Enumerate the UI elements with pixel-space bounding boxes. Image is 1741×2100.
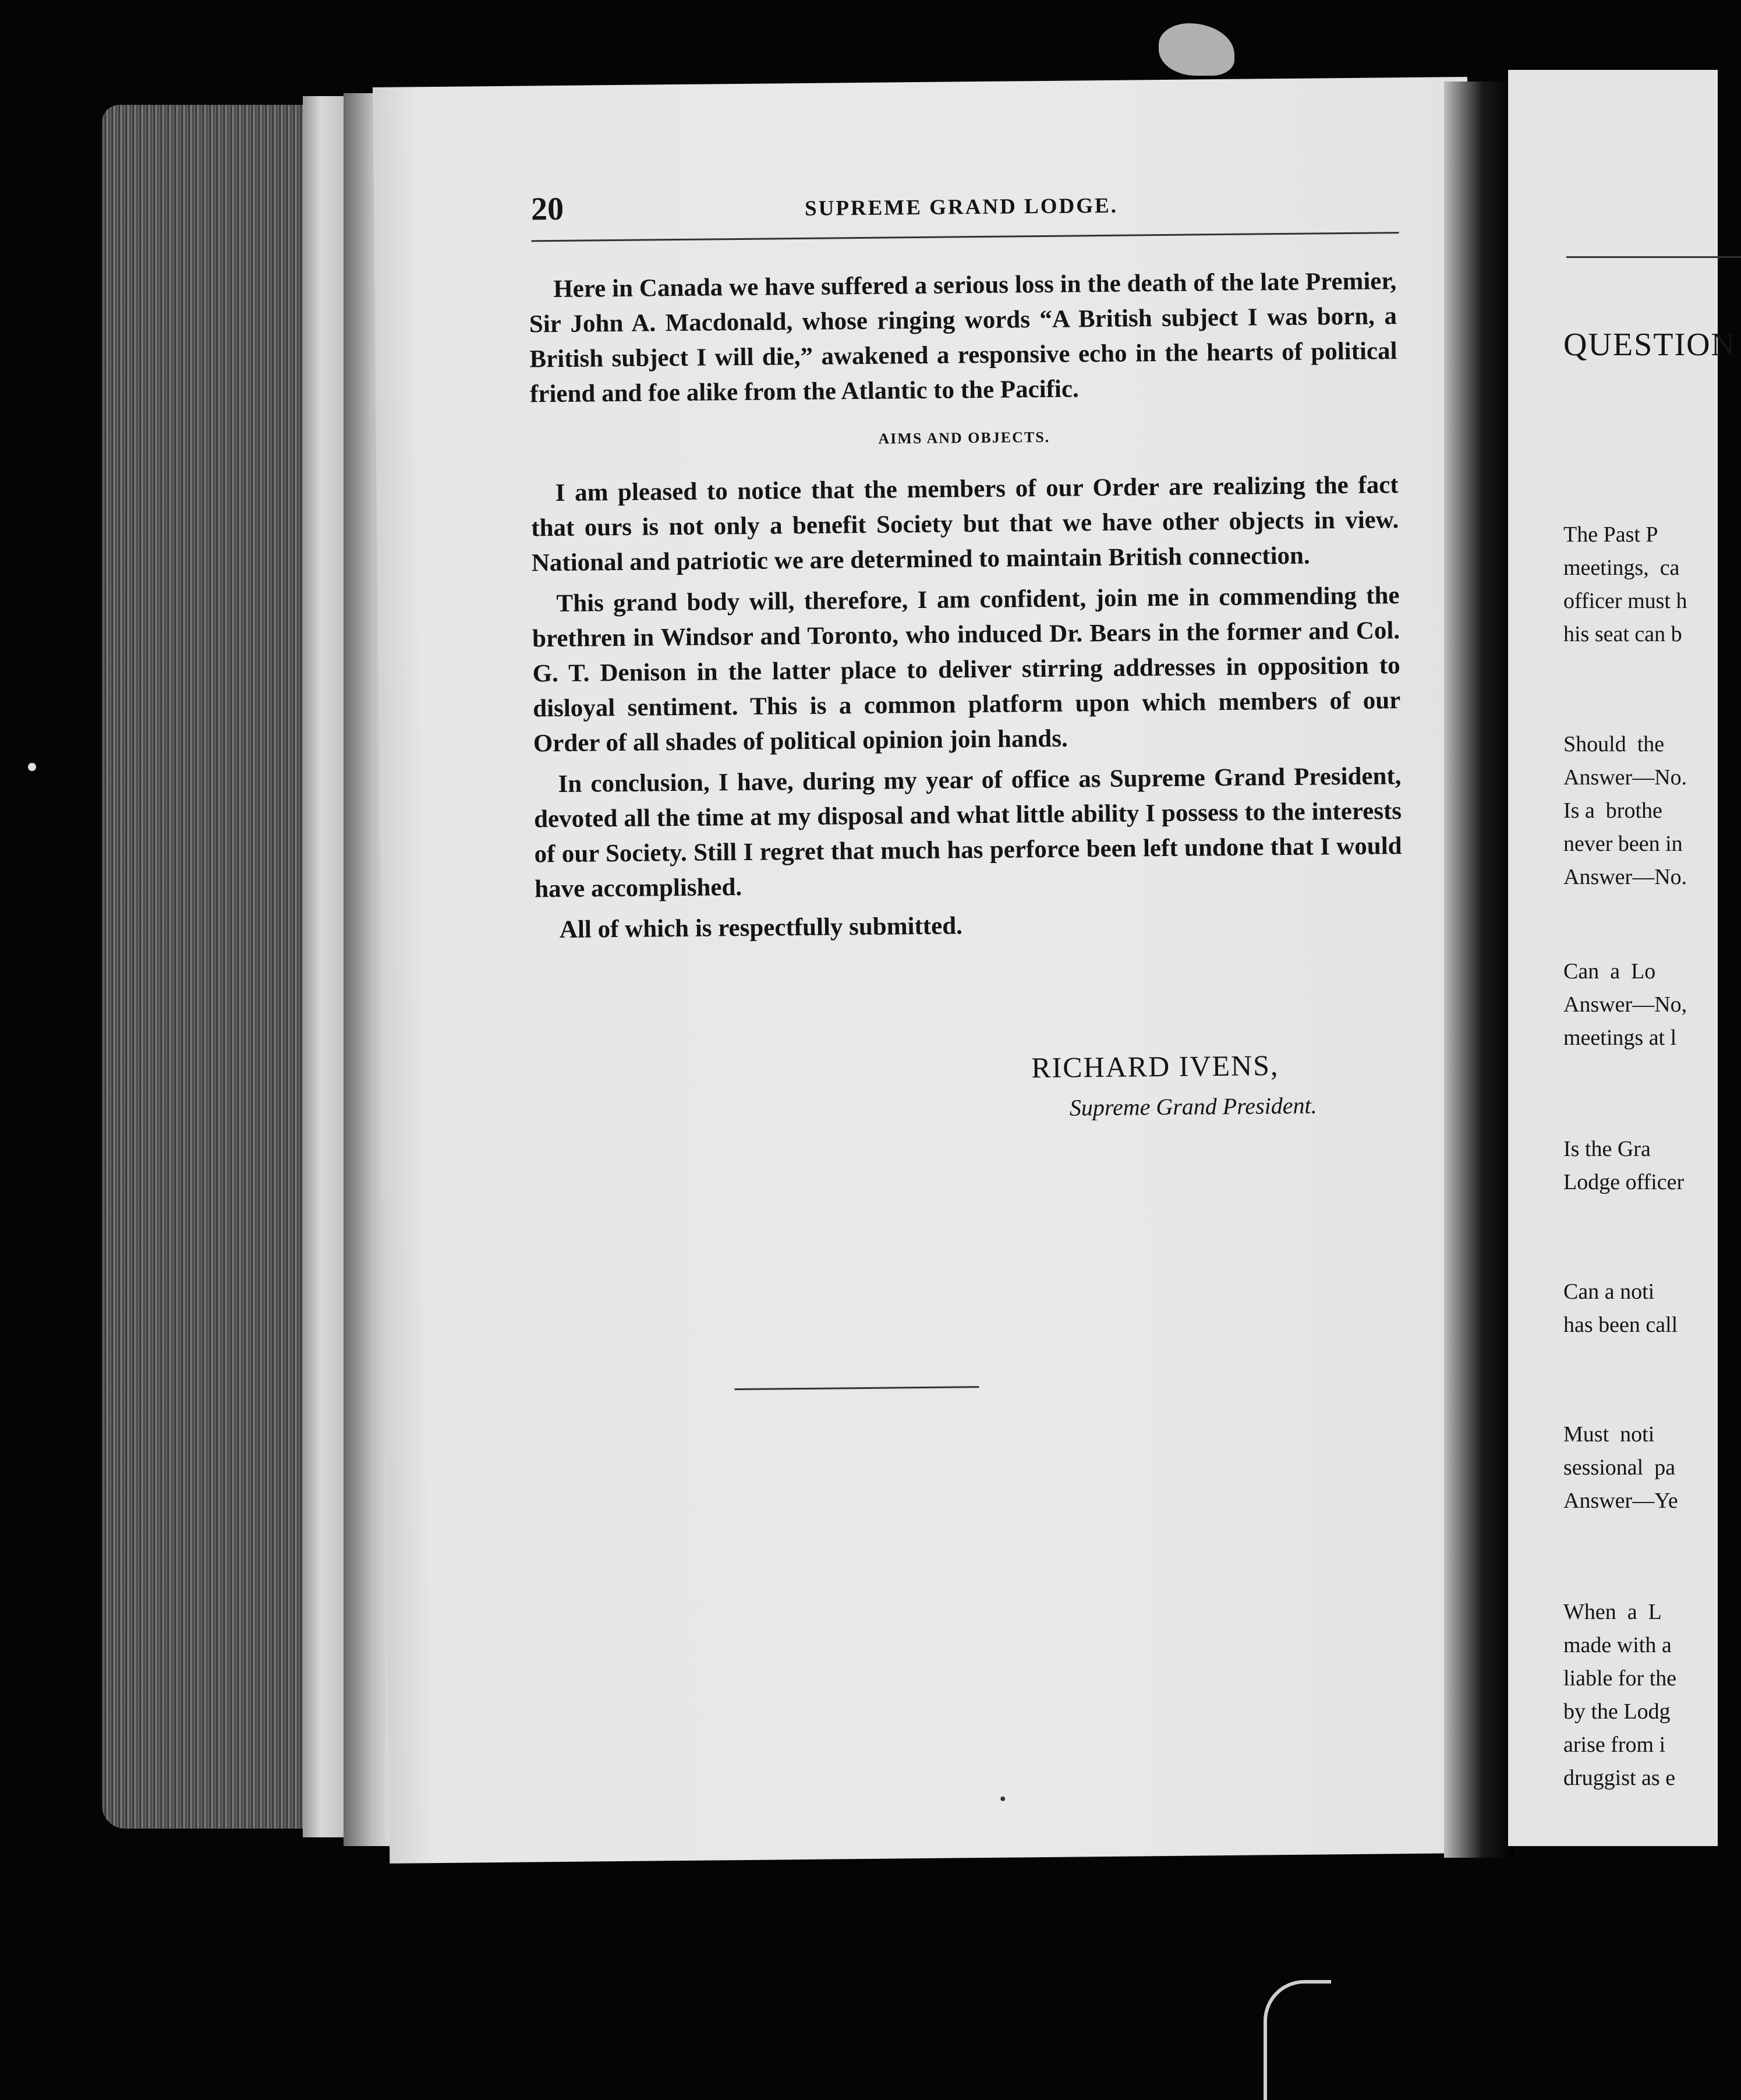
- right-page-rule: [1566, 256, 1741, 258]
- page-edges-light: [303, 96, 349, 1837]
- running-head: [531, 182, 1376, 237]
- paragraph: I am pleased to notice that the members of our Order are realizing the fact that ours is not only a benefit Society but that we have other objects in view. National and patriotic we are determined to maintain British connection.: [531, 471, 1399, 577]
- signature-name: RICHARD IVENS,: [1031, 1049, 1279, 1084]
- left-page: [373, 77, 1484, 1864]
- section-heading: AIMS AND OBJECTS.: [878, 428, 1050, 447]
- right-page-title: QUESTION: [1563, 327, 1736, 363]
- speck: [1000, 1797, 1005, 1801]
- page-number: 20: [530, 190, 564, 228]
- body-text: [529, 264, 1403, 953]
- right-edge-shadow: [1444, 82, 1514, 1858]
- film-dot: [28, 763, 36, 771]
- right-page-block: When a L made with a liable for the by the Lodg arise from i druggist as e: [1563, 1600, 1677, 1790]
- right-page: [1508, 70, 1736, 1846]
- clip-mark: [1159, 23, 1234, 76]
- right-page-block: Can a noti has been call: [1563, 1279, 1678, 1337]
- paragraph: In conclusion, I have, during my year of office as Supreme Grand President, devoted all the time at my disposal and what little ability I possess to the interests of our Society. Still I regret that much has perforce been left undone that I would have accomplished.: [533, 762, 1402, 903]
- right-page-block: Is the Gra Lodge officer: [1563, 1137, 1685, 1194]
- right-page-block: Should the Answer—No. Is a brothe never been in Answer—No.: [1563, 732, 1687, 889]
- right-page-block: Must noti sessional pa Answer—Ye: [1563, 1422, 1678, 1513]
- right-page-block: Can a Lo Answer—No, meetings at l: [1563, 959, 1687, 1050]
- right-page-block: The Past P meetings, ca officer must h his seat can b: [1563, 522, 1687, 646]
- paragraph: Here in Canada we have suffered a serious loss in the death of the late Premier, Sir John A. Macdonald, whose ringing words “A British subject I was born, a British subject I will die,” awakened a responsive echo in the hearts of political friend and foe alike from the Atlantic to the Pacific.: [529, 267, 1397, 408]
- running-head-title: SUPREME GRAND LODGE.: [804, 193, 1119, 221]
- signature-title: Supreme Grand President.: [1069, 1092, 1317, 1121]
- end-rule: [734, 1386, 979, 1390]
- paragraph: All of which is respectfully submitted.: [559, 912, 963, 943]
- paragraph: This grand body will, therefore, I am confident, join me in commending the brethren in Windsor and Toronto, who induced Dr. Bears in the former and Col. G. T. Denison in the latter place to deliver stirring addresses in opposition to disloyal sentiment. This is a common platform upon which members of our Order of all shades of political opinion join hands.: [532, 582, 1401, 758]
- curl-mark: [1264, 1980, 1331, 2100]
